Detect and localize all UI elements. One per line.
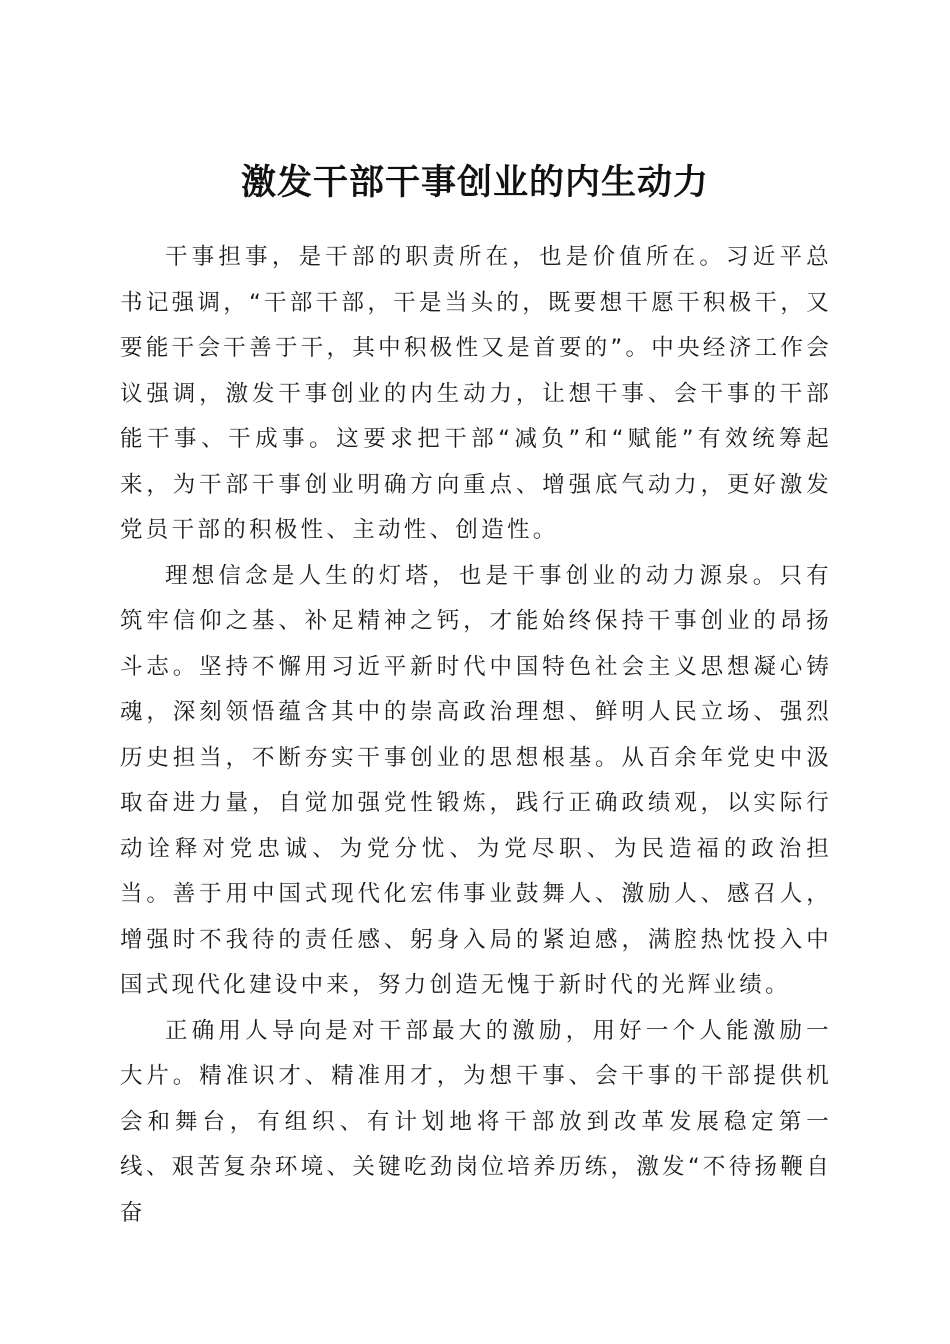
paragraph-2: 理想信念是人生的灯塔，也是干事创业的动力源泉。只有筑牢信仰之基、补足精神之钙，才能始终保持干事创业的昂扬斗志。坚持不懈用习近平新时代中国特色社会主义思想凝心铸魂，深刻领悟蕴含其中的崇高政治理想、鲜明人民立场、强烈历史担当，不断夯实干事创业的思想根基。从百余年党史中汲取奋进力量，自觉加强党性锻炼，践行正确政绩观，以实际行动诠释对党忠诚、为党分忧、为党尽职、为民造福的政治担当。善于用中国式现代化宏伟事业鼓舞人、激励人、感召人，增强时不我待的责任感、躬身入局的紧迫感，满腔热忱投入中国式现代化建设中来，努力创造无愧于新时代的光辉业绩。 xyxy=(120,562,832,998)
paragraph-1: 干事担事，是干部的职责所在，也是价值所在。习近平总书记强调，“干部干部，干是当头的，既要想干愿干积极干，又要能干会干善于干，其中积极性又是首要的”。中央经济工作会议强调，激发干事创业的内生动力，让想干事、会干事的干部能干事、干成事。这要求把干部“减负”和“赋能”有效统筹起来，为干部干事创业明确方向重点、增强底气动力，更好激发党员干部的积极性、主动性、创造性。 xyxy=(120,244,832,543)
document-body xyxy=(120,235,832,1236)
document-title: 激发干部干事创业的内生动力 xyxy=(240,162,709,204)
paragraph-3: 正确用人导向是对干部最大的激励，用好一个人能激励一大片。精准识才、精准用才，为想干事、会干事的干部提供机会和舞台，有组织、有计划地将干部放到改革发展稳定第一线、艰苦复杂环境、关键吃劲岗位培养历练，激发“不待扬鞭自奋 xyxy=(120,1017,832,1226)
